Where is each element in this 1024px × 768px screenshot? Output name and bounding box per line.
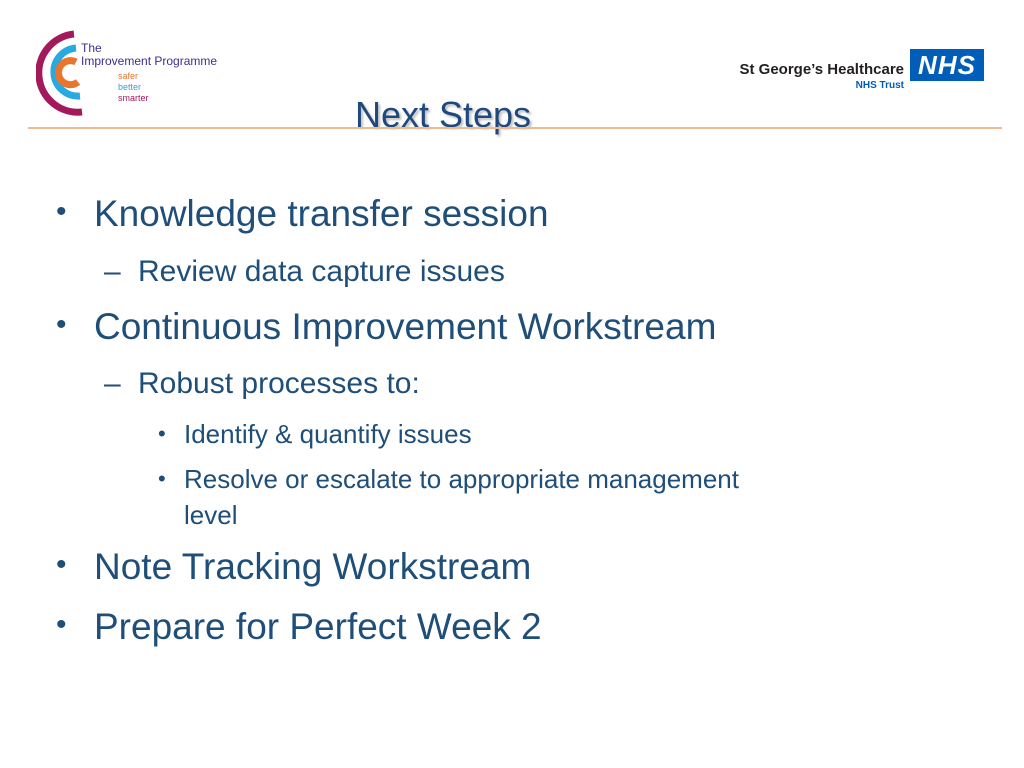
bullet-note-tracking: • Note Tracking Workstream [94,546,531,588]
subbullet-review-data [104,255,505,289]
nhs-mark: NHS [910,49,984,81]
slide-title: Next Steps [354,94,532,135]
bullet-perfect-week: • Prepare for Perfect Week 2 [94,606,542,648]
dash-marker: – [104,255,121,288]
logo-programme-name: The Improvement Programme [81,41,218,68]
subsub-identify-quantify: • Identify & quantify issues [184,416,472,452]
bullet-continuous-improvement: • Continuous Improvement Workstream [94,306,716,348]
subbullet-robust-processes [104,367,420,401]
subsub-resolve-escalate-cont: level [184,500,238,530]
subsub-resolve-escalate: • Resolve or escalate to appropriate management [184,461,739,497]
trust-subtitle: NHS Trust [855,80,904,91]
bullet-knowledge-transfer: • Knowledge transfer session [94,193,549,235]
dash-marker: – [104,367,121,400]
subbullet-text: Robust processes to: [138,367,420,400]
tagline-safer: safer [118,71,139,81]
subbullet-text: Review data capture issues [138,255,505,288]
tagline-smarter: smarter [118,93,149,103]
trust-name: St George’s Healthcare [739,61,904,78]
tagline-better: better [118,82,142,92]
